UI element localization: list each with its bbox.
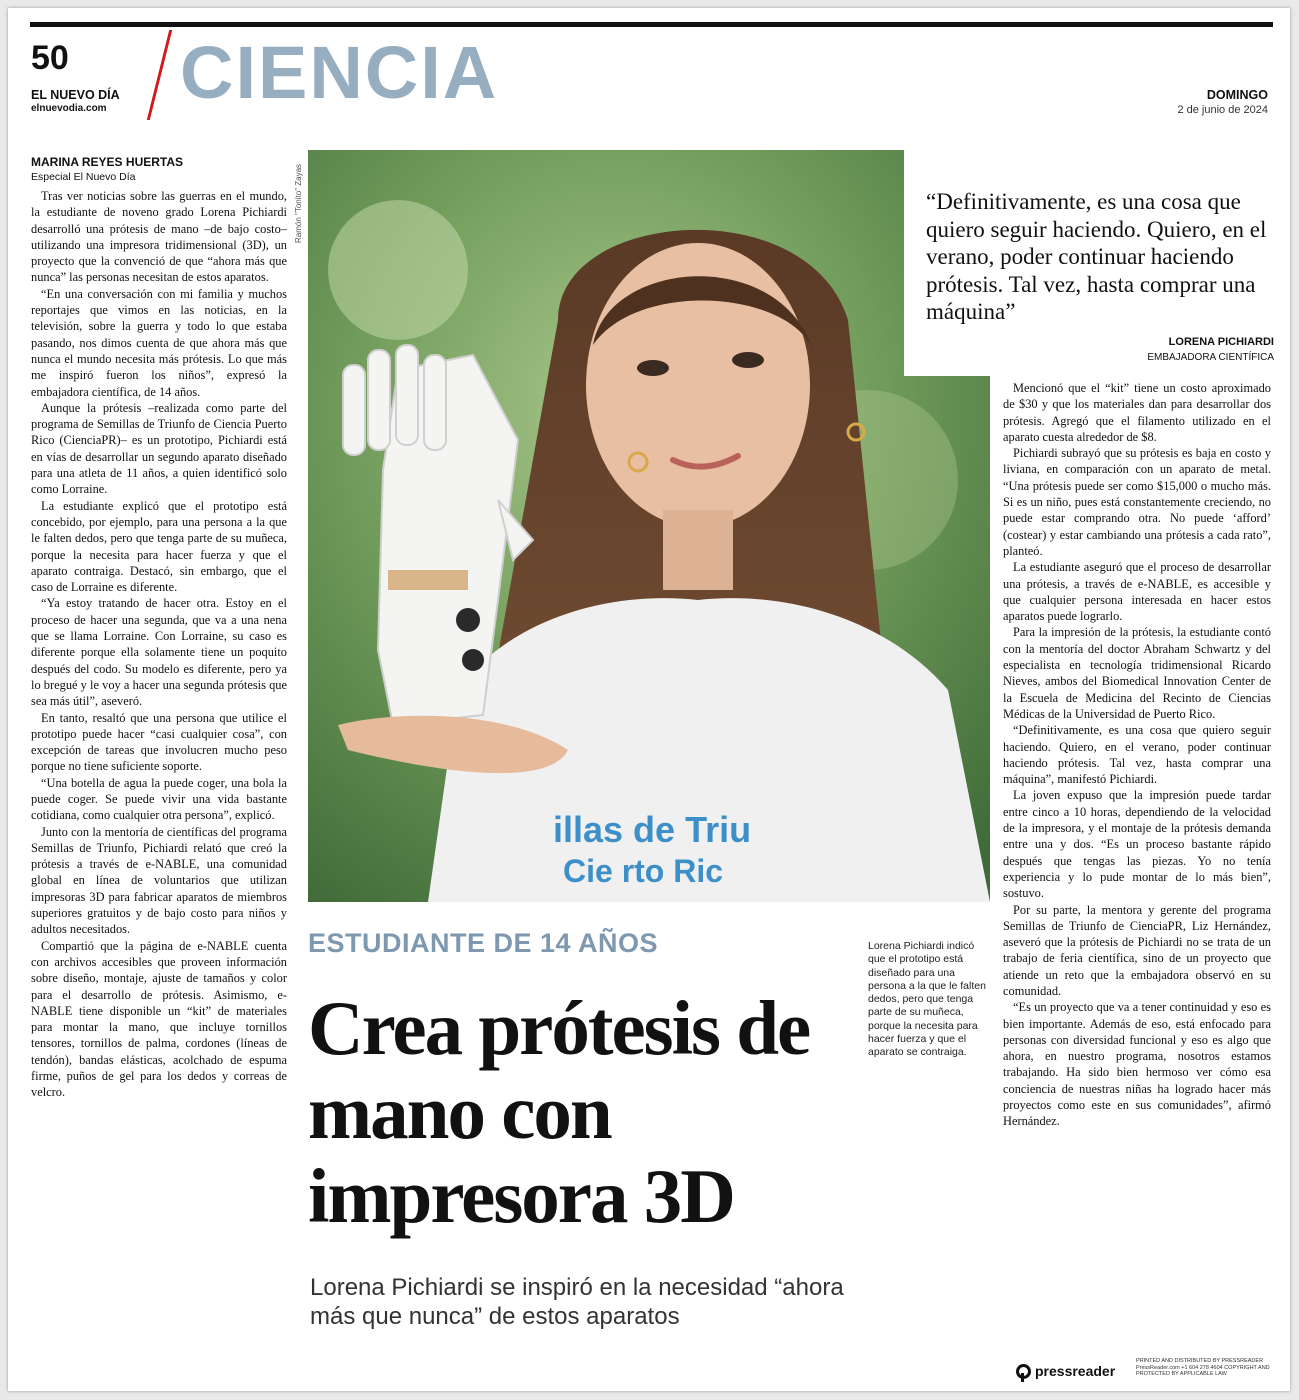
pull-quote-role: EMBAJADORA CIENTÍFICA	[1147, 352, 1274, 363]
paragraph: Para la impresión de la prótesis, la estudiante contó con la mentoría del doctor Abraham Schwartz y del especialista en tecnología tridimensional Ricardo Nieves, ambos del Biomedical Innovation Center de la Escuela de Medicina del Recinto de Ciencias Médicas de la Universidad de Puerto Rico.	[1003, 625, 1271, 721]
paper-name: EL NUEVO DÍA	[31, 88, 120, 102]
paragraph: “Es un proyecto que va a tener continuidad y eso es bien importante. Además de eso, está enfocado para personas con diversidad funcional y eso es algo que ahora, en nuestro programa, nosotros estamos trabajando. Ha sido bien hermoso ver cómo esa conciencia de nuestras niñas ha logrado hacer más proyectos como este en sus comunidades”, afirmó Hernández.	[1003, 1000, 1271, 1129]
paragraph: Junto con la mentoría de científicas del programa Semillas de Triunfo, Pichiardi relató que creó la prótesis a través de e-NABLE, una comunidad global en línea de voluntarios que utilizan impresoras 3D para fabricar aparatos de miembros superiores gratuitos y de bajo costo para niños y adultos necesitados.	[31, 824, 287, 937]
paragraph: Pichiardi subrayó que su prótesis es baja en costo y liviana, en comparación con un aparato de metal. “Una prótesis puede ser como $15,000 o mucho más. Si es un niño, pues está constantemente creciendo, no puede estar comprando otra. No puede ‘afford’ (costear) y estar cambiando una prótesis a cada rato”, planteó.	[1003, 446, 1271, 558]
photo-illustration	[308, 150, 990, 902]
article-photo	[308, 150, 990, 902]
byline-author: MARINA REYES HUERTAS	[31, 155, 184, 169]
site-url: elnuevodia.com	[31, 103, 107, 114]
paragraph: Aunque la prótesis –realizada como parte del programa de Semillas de Triunfo de Ciencia Puerto Rico (CienciaPR)– es un prototipo, Pichiardi está en vías de desarrollar un segundo aparato diseñado para una atleta de 11 años, a quien identificó solo como Lorraine.	[31, 400, 287, 497]
byline-role: Especial El Nuevo Día	[31, 171, 136, 183]
paragraph: La estudiante explicó que el prototipo está concebido, por ejemplo, para una persona a la que le falten dedos, pero que tenga parte de su muñeca, porque la necesita para hacer fuerza y que el aparato contraiga. Destacó, sin embargo, que el caso de Lorraine es diferente.	[31, 498, 287, 595]
pressreader-logo[interactable]	[1016, 1363, 1115, 1379]
pull-quote-box	[904, 150, 1278, 376]
pressreader-fine-print: PRINTED AND DISTRIBUTED BY PRESSREADER PressReader.com +1 604 278 4604 COPYRIGHT AND PROTECTED BY APPLICABLE LAW	[1136, 1358, 1270, 1377]
paragraph: “En una conversación con mi familia y muchos reportajes que vimos en las noticias, en la televisión, sobre la guerra y todo lo que estaba pasando, nos dimos cuenta de que ahora más que nunca el mundo necesita más prótesis. Lo que más me inspiró fueron los niños”, expresó la embajadora científica, de 14 años.	[31, 286, 287, 399]
photo-credit: Ramón "Tonito" Zayas	[294, 163, 303, 243]
section-title: CIENCIA	[180, 31, 499, 114]
paragraph: La estudiante aseguró que el proceso de desarrollar una prótesis, a través de e-NABLE, es accesible y que cualquier persona interesada en hacer estos aparatos puede lograrlo.	[1003, 560, 1271, 624]
article-column-1	[31, 188, 287, 1348]
headline: Crea prótesis de mano con impresora 3D	[308, 985, 810, 1239]
shirt-text-line2: Cie rto Ric	[563, 853, 724, 889]
shirt-text-line1: illas de Triu	[553, 809, 752, 850]
pull-quote-text: “Definitivamente, es una cosa que quiero seguir haciendo. Quiero, en el verano, poder continuar haciendo prótesis. Tal vez, hasta comprar una máquina”	[926, 189, 1267, 324]
newspaper-page	[8, 8, 1290, 1391]
paragraph: “Una botella de agua la puede coger, una bola la puede coger. Se puede vivir una vida bastante cotidiana, como cualquier otra persona”, explicó.	[31, 775, 287, 823]
pull-quote-name: LORENA PICHIARDI	[1168, 336, 1274, 348]
paragraph: Mencionó que el “kit” tiene un costo aproximado de $30 y que los materiales dan para desarrollar dos prótesis. Agregó que el filamento utilizado en el aparato cuesta alrededor de $8.	[1003, 381, 1271, 444]
page-number: 50	[31, 39, 69, 77]
paragraph: Tras ver noticias sobre las guerras en el mundo, la estudiante de noveno grado Lorena Pichiardi desarrolló una prótesis de mano –de bajo costo– utilizando una impresora tridimensional (3D), un proyecto que la convenció de que “ahora más que nunca” las personas necesitan de estos aparatos.	[31, 189, 287, 285]
kicker: ESTUDIANTE DE 14 AÑOS	[308, 928, 659, 958]
top-rule	[30, 22, 1273, 27]
issue-date: 2 de junio de 2024	[1177, 104, 1268, 116]
paragraph: En tanto, resaltó que una persona que utilice el prototipo puede hacer “casi cualquier cosa”, con excepción de tareas que involucren mucho peso porque no tiene suficiente soporte.	[31, 710, 287, 774]
paragraph: “Ya estoy tratando de hacer otra. Estoy en el proceso de hacer una segunda, que va a una nena que se llama Lorraine. Con Lorraine, su caso es diferente porque ella solamente tiene un poquito después del codo. Su modelo es diferente, pero ya lo bregué y le voy a hacer una segunda prótesis que sea más útil”, aseveró.	[31, 596, 287, 709]
paragraph: La joven expuso que la impresión puede tardar entre cinco a 10 horas, dependiendo de la velocidad de la impresora, y el montaje de la prótesis demanda entre una y dos. “Es un proceso bastante rápido después que tengas las piezas. Yo no tenía experiencia y lo pude montar de lo más bien”, sostuvo.	[1003, 788, 1271, 901]
pressreader-icon	[1016, 1364, 1031, 1379]
deck: Lorena Pichiardi se inspiró en la necesidad “ahora más que nunca” de estos aparatos	[310, 1274, 844, 1330]
photo-caption: Lorena Pichiardi indicó que el prototipo está diseñado para una persona a la que le falten dedos, pero que tenga parte de su muñeca, porque la necesita para hacer fuerza y que el aparato se contraiga.	[868, 940, 986, 1059]
paragraph: “Definitivamente, es una cosa que quiero seguir haciendo. Quiero, en el verano, poder continuar haciendo prótesis. Tal vez, hasta comprar una máquina”, manifestó Pichiardi.	[1003, 723, 1271, 787]
article-column-3	[1003, 380, 1271, 1355]
paragraph: Por su parte, la mentora y gerente del programa Semillas de Triunfo de CienciaPR, Liz Hernández, aseveró que la prótesis de Pichiardi no se trata de un trabajo de feria científica, sino de un proyecto que atiende un reto que la embajadora observó en su comunidad.	[1003, 902, 1271, 998]
paragraph: Compartió que la página de e-NABLE cuenta con archivos accesibles que proveen información sobre diseño, montaje, ajuste de tamaños y color para el desarrollo de prótesis. Asimismo, e-NABLE tiene disponible un “kit” de materiales para montar la mano, que incluye tornillos tensores, tornillos de palma, cordones (líneas de tendón), bandas elásticas, acolchado de espuma firme, puños de gel para los dedos y correas de velcro.	[31, 938, 287, 1100]
pressreader-brand: pressreader	[1035, 1363, 1116, 1379]
issue-day: DOMINGO	[1206, 88, 1268, 102]
red-slash	[147, 30, 172, 120]
